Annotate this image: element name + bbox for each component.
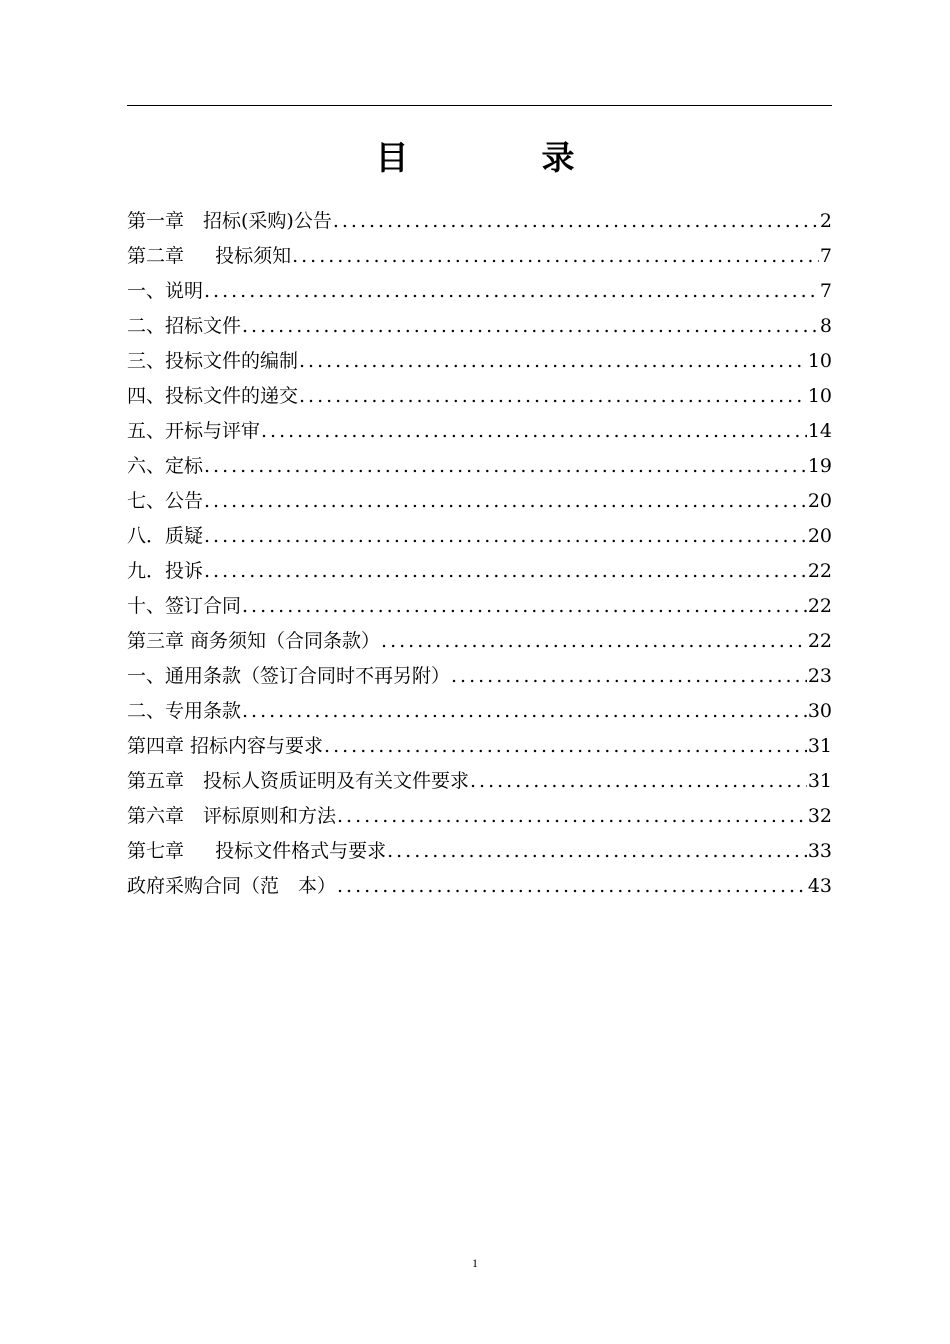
- toc-entry-label: 七、公告: [127, 490, 204, 512]
- toc-entry-page: 7: [819, 280, 832, 302]
- toc-leader-dots: [204, 484, 807, 519]
- toc-leader-dots: [261, 414, 807, 449]
- toc-leader-dots: [204, 554, 807, 589]
- toc-leader-dots: [333, 204, 819, 239]
- toc-entry-page: 22: [807, 560, 832, 582]
- toc-entry-page: 30: [807, 700, 832, 722]
- toc-entry[interactable]: [127, 869, 832, 904]
- toc-entry[interactable]: [127, 414, 832, 449]
- toc-leader-dots: [292, 239, 819, 274]
- toc-entry[interactable]: [127, 274, 832, 309]
- toc-entry-page: 10: [807, 385, 832, 407]
- toc-entry[interactable]: [127, 449, 832, 484]
- table-of-contents: [127, 204, 832, 904]
- toc-entry[interactable]: [127, 519, 832, 554]
- toc-entry-label: 二、专用条款: [127, 700, 242, 722]
- toc-entry-label: 第六章 评标原则和方法: [127, 805, 337, 827]
- toc-entry-page: 22: [807, 595, 832, 617]
- toc-entry[interactable]: [127, 624, 832, 659]
- toc-leader-dots: [204, 449, 807, 484]
- toc-entry-page: 31: [807, 735, 832, 757]
- toc-entry-label: 第四章 招标内容与要求: [127, 735, 324, 757]
- toc-leader-dots: [242, 589, 807, 624]
- toc-entry-label: 四、投标文件的递交: [127, 385, 299, 407]
- toc-entry[interactable]: [127, 729, 832, 764]
- toc-entry[interactable]: [127, 344, 832, 379]
- toc-entry-label: 一、通用条款（签订合同时不再另附）: [127, 665, 451, 687]
- toc-entry[interactable]: [127, 379, 832, 414]
- toc-entry-page: 43: [807, 875, 832, 897]
- toc-entry[interactable]: [127, 694, 832, 729]
- toc-leader-dots: [242, 309, 819, 344]
- toc-entry[interactable]: [127, 239, 832, 274]
- toc-leader-dots: [337, 869, 807, 904]
- toc-leader-dots: [470, 764, 807, 799]
- toc-entry-page: 2: [819, 210, 832, 232]
- toc-leader-dots: [324, 729, 807, 764]
- toc-leader-dots: [242, 694, 807, 729]
- toc-entry-page: 32: [807, 805, 832, 827]
- toc-entry[interactable]: [127, 554, 832, 589]
- toc-entry[interactable]: [127, 204, 832, 239]
- toc-entry[interactable]: [127, 834, 832, 869]
- toc-entry-label: 十、签订合同: [127, 595, 242, 617]
- toc-entry-label: 政府采购合同（范 本）: [127, 875, 337, 897]
- toc-entry-label: 第五章 投标人资质证明及有关文件要求: [127, 770, 470, 792]
- toc-entry-label: 五、开标与评审: [127, 420, 261, 442]
- page-number: 1: [472, 1256, 478, 1270]
- toc-entry-label: 六、定标: [127, 455, 204, 477]
- toc-entry[interactable]: [127, 309, 832, 344]
- toc-entry-label: 一、说明: [127, 280, 204, 302]
- toc-entry-page: 10: [807, 350, 832, 372]
- toc-entry-label: 第七章 投标文件格式与要求: [127, 840, 387, 862]
- toc-entry[interactable]: [127, 589, 832, 624]
- toc-entry-page: 19: [807, 455, 832, 477]
- header-rule: [127, 105, 832, 106]
- page-title: 目 录: [375, 138, 625, 177]
- toc-entry-label: 二、招标文件: [127, 315, 242, 337]
- toc-leader-dots: [337, 799, 807, 834]
- toc-entry-label: 八．质疑: [127, 525, 204, 547]
- toc-entry-page: 7: [819, 245, 832, 267]
- toc-entry-label: 九．投诉: [127, 560, 204, 582]
- toc-entry-page: 22: [807, 630, 832, 652]
- toc-entry[interactable]: [127, 484, 832, 519]
- toc-leader-dots: [451, 659, 807, 694]
- toc-entry-label: 三、投标文件的编制: [127, 350, 299, 372]
- toc-entry-page: 23: [807, 665, 832, 687]
- toc-entry[interactable]: [127, 764, 832, 799]
- toc-entry-page: 14: [807, 420, 832, 442]
- toc-entry-label: 第三章 商务须知（合同条款）: [127, 630, 381, 652]
- toc-entry-page: 8: [819, 315, 832, 337]
- toc-leader-dots: [387, 834, 807, 869]
- toc-leader-dots: [204, 274, 819, 309]
- toc-leader-dots: [381, 624, 807, 659]
- toc-leader-dots: [204, 519, 807, 554]
- toc-entry-label: 第二章 投标须知: [127, 245, 292, 267]
- toc-entry-label: 第一章 招标(采购)公告: [127, 210, 332, 232]
- toc-entry[interactable]: [127, 659, 832, 694]
- toc-leader-dots: [299, 344, 807, 379]
- toc-entry-page: 31: [807, 770, 832, 792]
- toc-entry-page: 33: [807, 840, 832, 862]
- toc-entry[interactable]: [127, 799, 832, 834]
- toc-leader-dots: [299, 379, 807, 414]
- toc-entry-page: 20: [807, 525, 832, 547]
- toc-entry-page: 20: [807, 490, 832, 512]
